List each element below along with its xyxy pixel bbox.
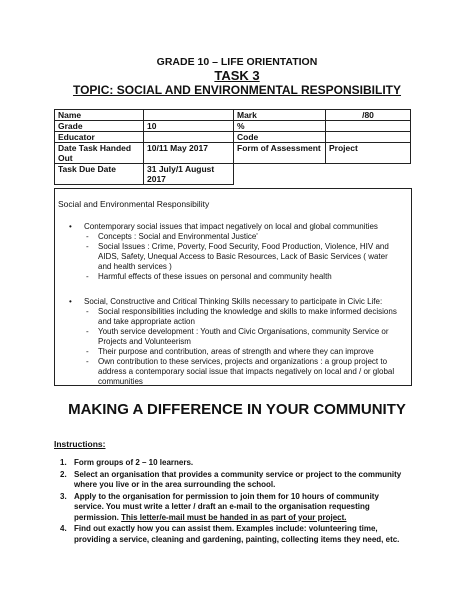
due-date-value: 31 July/1 August 2017 (144, 164, 234, 185)
grade-value: 10 (144, 121, 234, 132)
sub-item-text: Concepts : Social and Environmental Justice' (98, 232, 258, 241)
list-item (54, 470, 410, 491)
sub-item (84, 242, 403, 272)
step-text: Select an organisation that provides a community service or project to the community where you live or in the area surrounding the school. (74, 469, 402, 489)
step-number: 1. (60, 458, 67, 467)
sub-item-text: Social responsibilities including the knowledge and skills to make informed decisions and take appropriate action (98, 307, 397, 326)
sub-item (84, 232, 403, 242)
section-heading: MAKING A DIFFERENCE IN YOUR COMMUNITY (68, 401, 406, 418)
percent-label: % (234, 121, 326, 132)
bullet-icon: • (69, 222, 72, 231)
empty-cell (326, 164, 411, 185)
step-number: 3. (60, 491, 67, 501)
step-text: Find out exactly how you can assist them. Examples include: volunteering time, providing a service, cleaning and gardening, painting, collecting items they need, etc. (74, 524, 400, 544)
info-table (54, 109, 411, 185)
bullet-text: Social, Constructive and Critical Thinking Skills necessary to participate in Civic Life: (84, 297, 383, 306)
instructions-list (54, 458, 410, 546)
handed-out-label-line2: Out (58, 153, 73, 163)
bullet-icon: • (69, 297, 72, 306)
educator-value (144, 132, 234, 143)
sub-item (84, 327, 403, 347)
dash-icon: - (86, 357, 89, 366)
handed-out-value: 10/11 May 2017 (144, 143, 234, 164)
percent-value (326, 121, 411, 132)
sub-item-text: Harmful effects of these issues on personal and community health (98, 272, 332, 281)
bullet-text: Contemporary social issues that impact negatively on local and global communities (84, 222, 378, 231)
step-number: 4. (60, 524, 67, 533)
dash-icon: - (86, 327, 89, 336)
step-underlined-text: This letter/e-mail must be handed in as part of your project. (121, 512, 347, 522)
topic-heading: TOPIC: SOCIAL AND ENVIRONMENTAL RESPONSIBILITY (72, 83, 402, 97)
list-item (54, 492, 410, 524)
step-text: Apply to the organisation for permission to join them for 10 hours of community service. You must write a letter / draft an e-mail to the organisation requesting permission. (74, 491, 379, 522)
form-of-assessment-value: Project (326, 143, 411, 164)
box-title: Social and Environmental Responsibility (58, 199, 210, 209)
grade-heading: GRADE 10 – LIFE ORIENTATION (156, 56, 318, 68)
sub-item (84, 347, 403, 357)
sub-item (84, 357, 403, 387)
list-item (54, 524, 410, 545)
sub-item (84, 307, 403, 327)
code-value (326, 132, 411, 143)
content-box (54, 188, 412, 386)
mark-value (326, 110, 411, 121)
step-number: 2. (60, 469, 67, 479)
table-row (55, 143, 411, 164)
table-row (55, 164, 411, 185)
bullet-body (84, 222, 404, 282)
sub-item (84, 272, 403, 282)
grade-label: Grade (55, 121, 144, 132)
dash-icon: - (86, 242, 89, 251)
dash-icon: - (86, 232, 89, 241)
form-of-assessment-label: Form of Assessment (234, 143, 326, 164)
handed-out-label (55, 143, 144, 164)
instructions-label: Instructions: (54, 439, 106, 449)
sub-item-text: Own contribution to these services, projects and organizations : a group project to address a contemporary social issue that impacts negatively on local and / or global communities (98, 357, 395, 386)
code-label: Code (234, 132, 326, 143)
dash-icon: - (86, 347, 89, 356)
bullet-body (84, 297, 404, 387)
empty-cell (234, 164, 326, 185)
table-row (55, 132, 411, 143)
sub-item-text: Social Issues : Crime, Poverty, Food Security, Food Production, Violence, HIV and AIDS, Safety, Unequal Access to Basic Resources, Lack of Basic Services ( water and health services ) (98, 242, 389, 271)
task-heading: TASK 3 (214, 68, 260, 83)
mark-label: Mark (234, 110, 326, 121)
table-row (55, 110, 411, 121)
handed-out-label-line1: Date Task Handed (58, 143, 132, 153)
name-value (144, 110, 234, 121)
sub-item-text: Youth service development : Youth and Civic Organisations, community Service or Projects and Volunteerism (98, 327, 389, 346)
list-item (54, 458, 410, 469)
dash-icon: - (86, 307, 89, 316)
sub-item-text: Their purpose and contribution, areas of strength and where they can improve (98, 347, 374, 356)
educator-label: Educator (55, 132, 144, 143)
table-row (55, 121, 411, 132)
due-date-label: Task Due Date (55, 164, 144, 185)
name-label: Name (55, 110, 144, 121)
dash-icon: - (86, 272, 89, 281)
step-text: Form groups of 2 – 10 learners. (74, 458, 194, 467)
mark-value-text: /80 (362, 110, 374, 120)
